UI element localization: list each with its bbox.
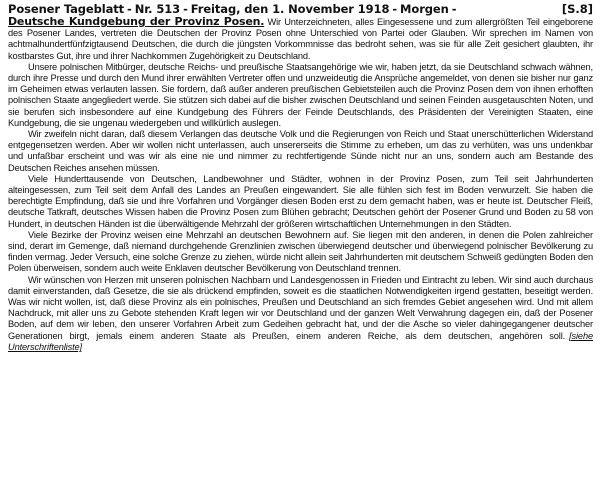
article-paragraph: Viele Bezirke der Provinz weisen eine Mehrzahl an deutschen Bewohnern auf. Sie liegen mit den anderen, in denen die Polen zahlreicher sind, derart im Gemenge, daß niemand durchgehende Grenzlinien zwischen überwiegend deutscher und überwiegend polnischer Bevölkerung zu finden vermag. Jeder Versuch, eine solche Grenze zu ziehen, würde nicht allein seit Jahrhunderten mit deutschem Schweiß gedüngten Boden den Polen überweisen, sondern auch weite Enklaven deutscher Bevölkerung von Deutschland trennen. xyxy=(8,229,593,274)
article-paragraph: Viele Hunderttausende von Deutschen, Landbewohner und Städter, wohnen in der Provinz Posen, zum Teil seit Jahrhunderten alteingesessen, zum Teil seit dem Anfall des Landes an Preußen eingewandert. Sie alle fühlen sich fest im Boden verwurzelt. Sie haben die berechtigte Empfindung, daß sie und ihre Vorfahren und Vorgänger diesen Boden erst zu dem gemacht haben, was er heute ist. Deutscher Fleiß, deutsche Tatkraft, deutsches Wissen haben die Provinz Posen zum Blühen gebracht; Deutschen gehört der Posener Grund und Boden zu 58 von Hundert, in deutschen Händen ist die überwältigende Mehrzahl der größeren wirtschaftlichen Unternehmungen in den Städten. xyxy=(8,173,593,229)
article-paragraph-text: Wir wünschen von Herzen mit unseren polnischen Nachbarn und Landesgenossen in Frieden und Eintracht zu leben. Wir sind auch durchaus damit einverstanden, daß Gesetze, die sie als drückend empfinden, soweit es die staatlichen Notwendigkeiten irgend gestatten, beseitigt werden. Was wir nicht wollen, ist, daß diese Provinz als ein polnisches, Preußen und Deutschland an sich fremdes Gebiet angesehen wird. Und mit allem Nachdruck, mit aller uns zu Gebote stehenden Kraft legen wir vor Deutschland und der ganzen Welt Verwahrung dagegen ein, daß der Posener Boden, auf dem wir leben, den unserer Vorfahren Arbeit zum Gedeihen gebracht hat, und der die Asche so vieler dahingegangener deutscher Generationen birgt, jemals einem anderen Staate als Preußen, einem anderen Reiche, als dem deutschen, angehören soll. xyxy=(8,274,593,341)
issue-number: Nr. 513 xyxy=(134,2,181,16)
masthead xyxy=(8,2,593,16)
masthead-separator: - xyxy=(392,2,398,16)
article-headline: Deutsche Kundgebung der Provinz Posen. xyxy=(8,15,265,28)
article-lead-paragraph xyxy=(8,16,593,62)
edition: Morgen xyxy=(400,2,449,16)
masthead-separator: - xyxy=(183,2,188,16)
masthead-separator: - xyxy=(127,2,132,16)
article-paragraph: Wir zweifeln nicht daran, daß diesem Verlangen das deutsche Volk und die Regierungen von Reich und Staat unerschütterlichen Widerstand entgegensetzen werden. Aber wir wollen nicht unterlassen, auch unsererseits die Stimme zu erheben, um das zu verhüten, was uns undenkbar und unfaßbar erscheint und was wir als eine nie und nimmer zu rechtfertigende Sünde nicht nur an uns, sondern auch am Bestande des Deutschen Reiches ansehen müssen. xyxy=(8,129,593,173)
article-paragraph: Unsere polnischen Mitbürger, deutsche Reichs- und preußische Staatsangehörige wie wir, haben jetzt, da sie Deutschland schwach wähnen, durch ihre Presse und durch den Mund ihrer erwählten Vertreter offen und unzweideutig die Ansprüche angemeldet, von denen sie bisher nur ganz im Geheimen etwas verlauten lassen. Sie fordern, daß außer anderen preußischen Gebietsteilen auch die Provinz Posen dem von ihnen erhofften polnischen Staate angegliedert werde. Sie stützen sich dabei auf die bisher zwischen Deutschland und seinen Feinden ausgetauschten Noten, und sie berufen sich insbesondere auf eine Kundgebung des Führers der Feinde Deutschlands, des Präsidenten der Vereinigten Staaten, eine Kundgebung, die sie ungenau wiedergeben und willkürlich auslegen. xyxy=(8,61,593,128)
masthead-separator: - xyxy=(451,2,457,16)
newspaper-name: Posener Tageblatt xyxy=(8,2,125,16)
signature-list-note: [siehe Unterschriftenliste] xyxy=(8,330,593,352)
article-final-paragraph xyxy=(8,275,593,353)
page-number: [S.8] xyxy=(561,2,593,16)
article-lead-text: Wir Unterzeichneten, alles Eingesessene und zum allergrößten Teil eingeborene des Posener Landes, vertreten die Deutschen der Provinz Posen ohne Unterschied von Partei oder Glauben. Wir sprechen im Namen von achtmalhundertfünfzigtausend Deutschen, die durch die jüngsten Vorkommnisse das bedroht sehen, was sie für alle Zeit gesichert glaubten, ihr kostbarstes Gut, ihre und ihrer Nachkommen Zugehörigkeit zu Deutschland. xyxy=(8,17,593,61)
article-body xyxy=(8,16,593,353)
masthead-left xyxy=(8,2,459,16)
issue-date: Freitag, den 1. November 1918 xyxy=(190,2,390,16)
